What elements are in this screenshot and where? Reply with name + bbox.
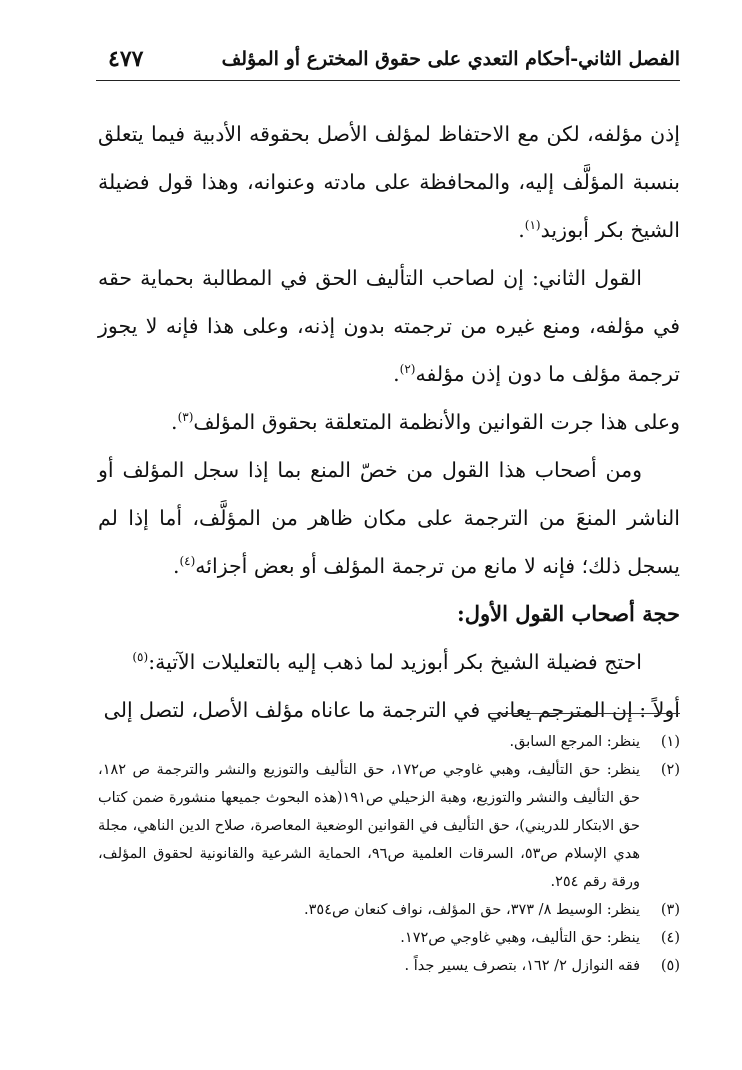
footnote-5 <box>98 952 680 980</box>
paragraph-3: وعلى هذا جرت القوانين والأنظمة المتعلقة بحقوق المؤلف$^{(٣)}$. <box>171 410 680 434</box>
paragraph-2: القول الثاني: إن لصاحب التأليف الحق في المطالبة بحماية حقه في مؤلفه، ومنع غيره من ترجمته بدون إذنه، وعلى هذا فإنه لا يجوز ترجمة مؤلف ما دون إذن مؤلفه$^{(٢)}$. <box>98 266 680 386</box>
header-rule <box>96 80 680 81</box>
footnote-text: ينظر: المرجع السابق. <box>509 734 640 750</box>
footnote-number: (١) <box>660 734 680 750</box>
footnote-rule <box>490 713 680 714</box>
page-number: ٤٧٧ <box>108 46 144 72</box>
footnote-2 <box>98 756 680 896</box>
section-heading: حجة أصحاب القول الأول: <box>456 601 680 626</box>
paragraph-6: أولاً : إن المترجم يعاني في الترجمة ما عاناه مؤلف الأصل، لتصل إلى <box>103 698 680 722</box>
footnote-1 <box>98 728 680 756</box>
footnote-number: (٣) <box>660 902 680 918</box>
footnote-ref-1: (١) <box>524 218 541 233</box>
paragraph-4: ومن أصحاب هذا القول من خصّ المنع بما إذا سجل المؤلف أو الناشر المنعَ من الترجمة على مكان ظاهر من المؤلَّف، أما إذا لم يسجل ذلك؛ فإنه لا مانع من ترجمة المؤلف أو بعض أجزائه$^{(٤)}$. <box>98 458 680 578</box>
paragraph-1: إذن مؤلفه، لكن مع الاحتفاظ لمؤلف الأصل بحقوقه الأدبية فيما يتعلق بنسبة المؤلَّف إليه، والمحافظة على مادته وعنوانه، وهذا قول فضيلة الشيخ بكر أبوزيد$^{(١)}$. <box>98 122 680 242</box>
footnote-ref-5: (٥) <box>132 650 149 665</box>
footnote-number: (٥) <box>660 958 680 974</box>
footnote-ref-4: (٤) <box>179 554 196 569</box>
footnote-text: ينظر: حق التأليف، وهبي غاوجي ص١٧٢. <box>400 930 640 946</box>
footnote-number: (٤) <box>660 930 680 946</box>
footnotes <box>98 728 680 980</box>
footnote-number: (٢) <box>660 762 680 778</box>
footnote-text: فقه النوازل ٢/ ١٦٢، بتصرف يسير جداً . <box>404 958 640 974</box>
main-text <box>98 110 680 734</box>
footnote-text: ينظر: الوسيط ٨/ ٣٧٣، حق المؤلف، نواف كنعان ص٣٥٤. <box>304 902 640 918</box>
footnote-ref-3: (٣) <box>177 410 194 425</box>
footnote-3 <box>98 896 680 924</box>
chapter-title: الفصل الثاني-أحكام التعدي على حقوق المخترع أو المؤلف <box>221 48 680 70</box>
running-header <box>108 44 680 78</box>
footnote-4 <box>98 924 680 952</box>
footnote-ref-2: (٢) <box>399 362 416 377</box>
footnote-text: ينظر: حق التأليف، وهبي غاوجي ص١٧٢، حق التأليف والتوزيع والنشر والترجمة ص ١٨٢، حق التأليف والنشر والتوزيع، وهبة الزحيلي ص١٩١(هذه البحوث جميعها منشورة ضمن كتاب حق الابتكار للدريني)، حق التأليف في القوانين الوضعية المعاصرة، صلاح الدين الناهي، مجلة هدي الإسلام ص٥٣، السرقات العلمية ص٩٦، الحماية الشرعية والقانونية لحقوق المؤلف، ورقة رقم ٢٥٤. <box>98 762 640 890</box>
paragraph-5: احتج فضيلة الشيخ بكر أبوزيد لما ذهب إليه بالتعليلات الآتية:$^{(٥)}$ <box>132 650 642 674</box>
